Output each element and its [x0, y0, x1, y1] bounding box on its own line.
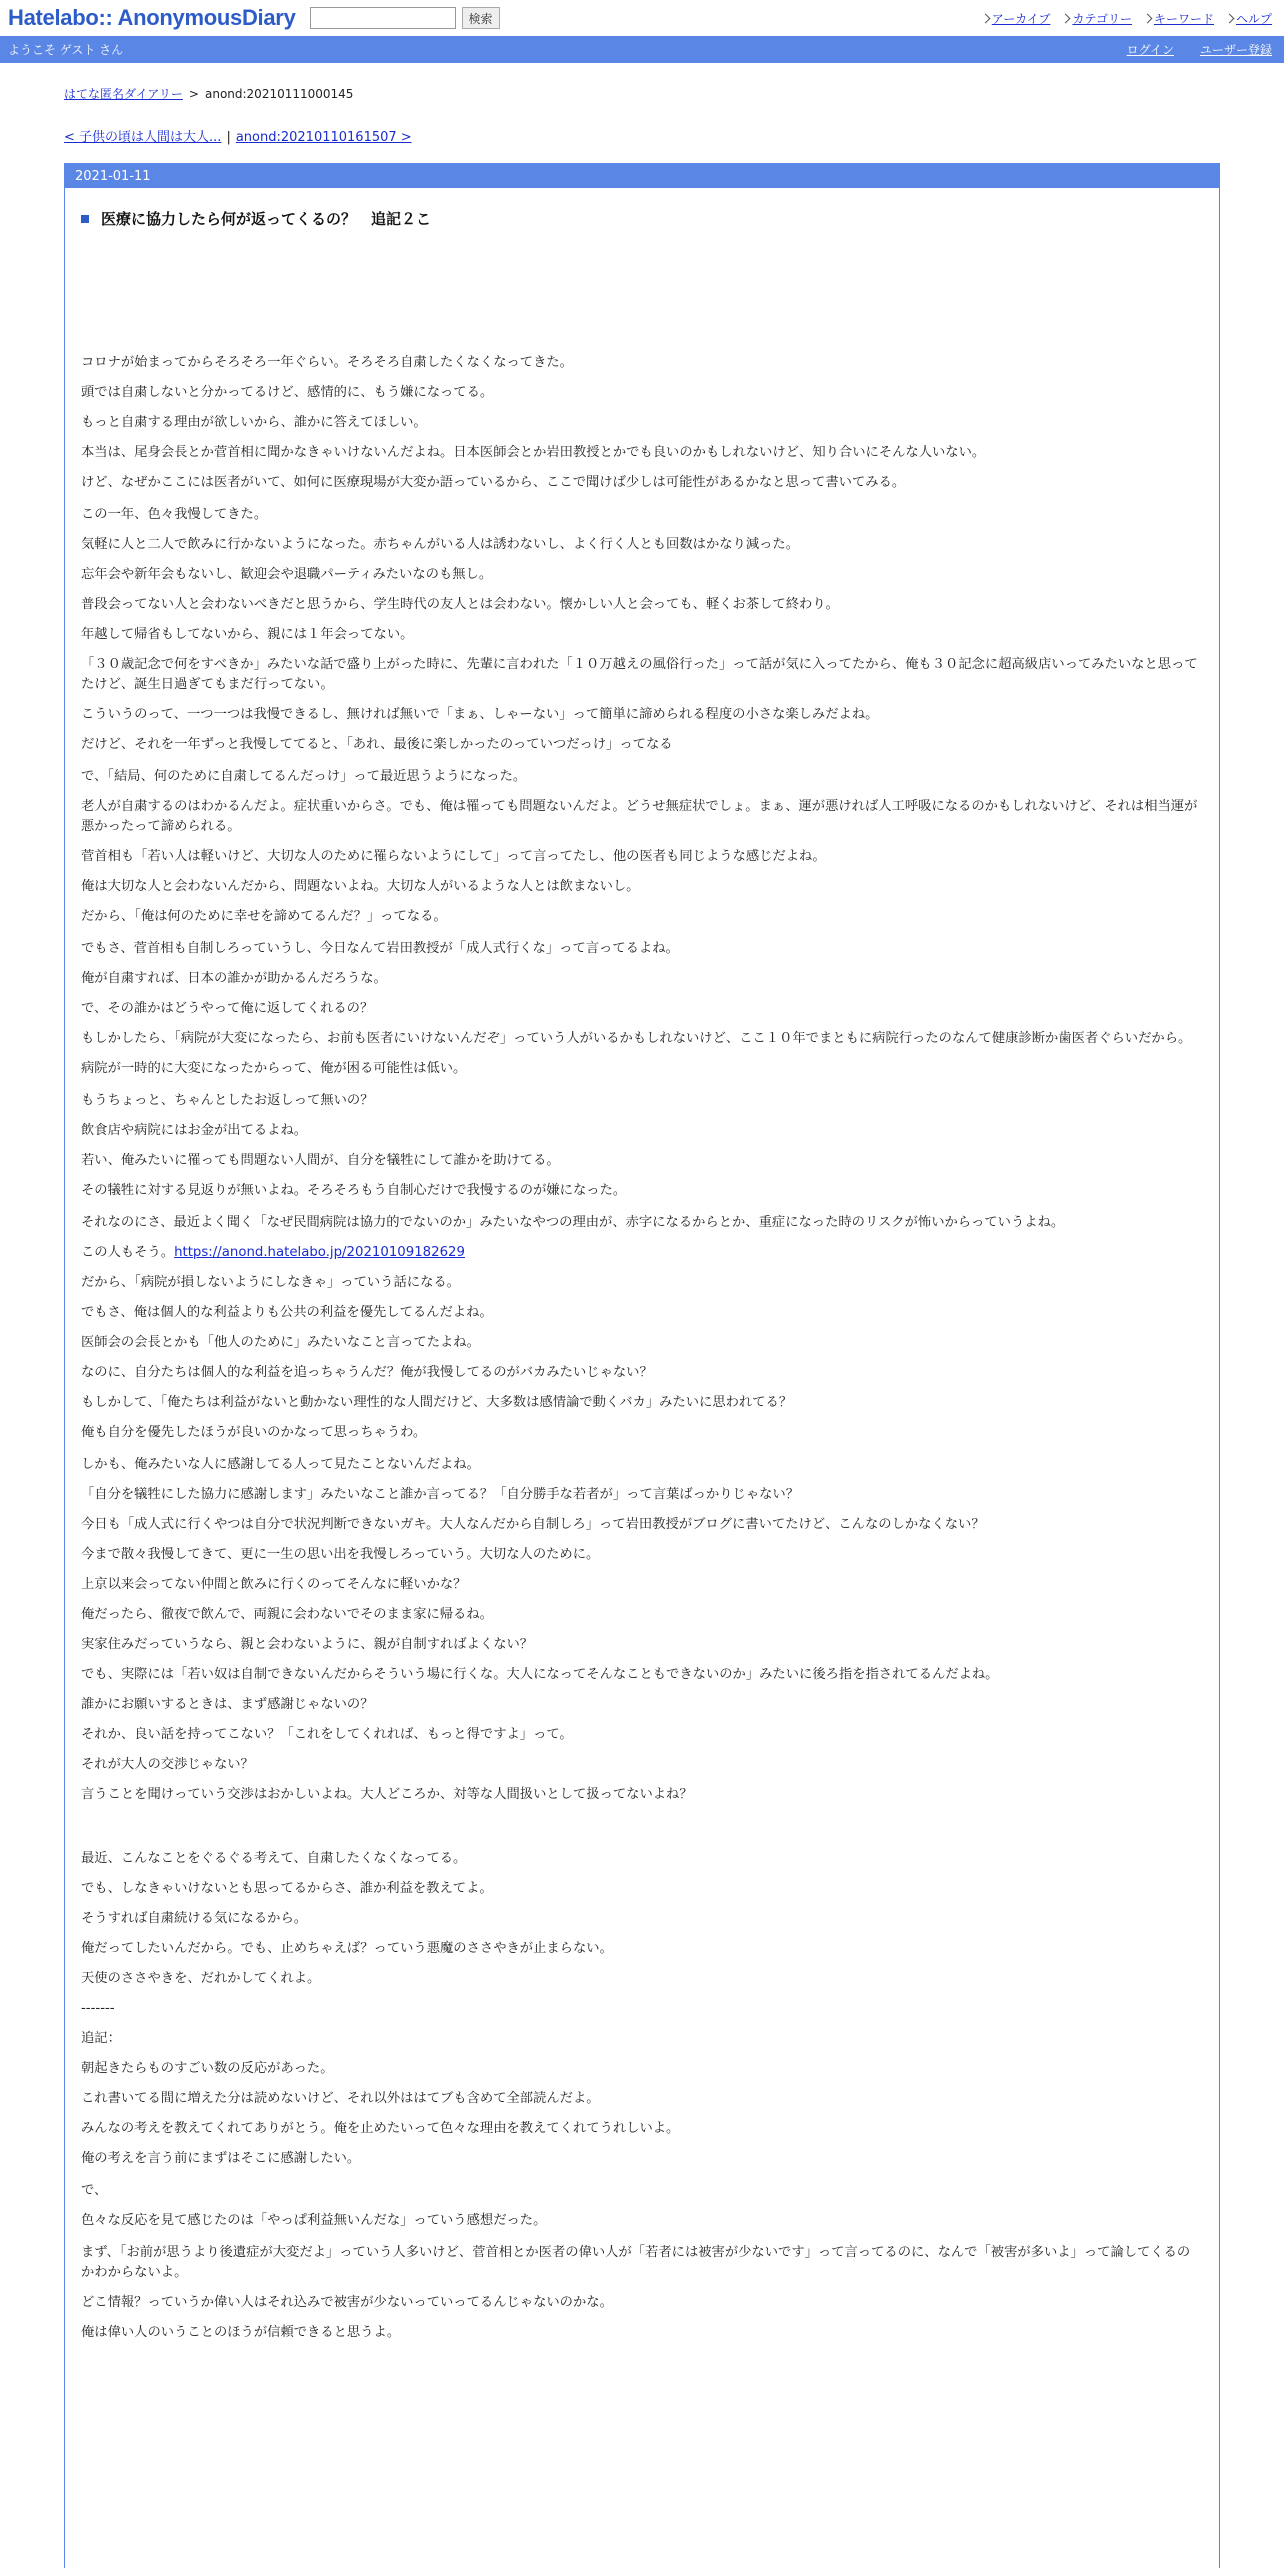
entry-paragraph: 俺が自粛すれば、日本の誰かが助かるんだろうな。	[81, 971, 387, 986]
referenced-entry-link[interactable]: https://anond.hatelabo.jp/20210109182629	[174, 1245, 465, 1260]
entry-paragraph: 頭では自粛しないと分かってるけど、感情的に、もう嫌になってる。	[81, 385, 494, 400]
nav-category[interactable]	[1062, 10, 1132, 27]
entry-paragraph: で、「結局、何のために自粛してるんだっけ」って最近思うようになった。	[81, 769, 527, 784]
account-links	[1127, 41, 1272, 58]
entry-paragraph: -------	[81, 2001, 115, 2016]
entry-paragraph: こういうのって、一つ一つは我慢できるし、無ければ無いで「まぁ、しゃーない」って簡単に諦められる程度の小さな楽しみだよね。	[81, 707, 879, 722]
link-prefix: この人もそう。	[81, 1245, 175, 1260]
entry-paragraph: 俺も自分を優先したほうが良いのかなって思っちゃうわ。	[81, 1425, 427, 1440]
entry-title-text: 医療に協力したら何が返ってくるの？ 追記２こ	[101, 210, 432, 228]
entry-paragraph: それか、良い話を持ってこない？「これをしてくれれば、もっと得ですよ」って。	[81, 1727, 573, 1742]
entry-paragraph: この一年、色々我慢してきた。	[81, 507, 268, 522]
entry-paragraph: 菅首相も「若い人は軽いけど、大切な人のために罹らないようにして」って言ってたし、他の医者も同じような感じだよね。	[81, 849, 826, 864]
next-entry-link[interactable]: anond:20210110161507 >	[235, 130, 412, 145]
entry-paragraph: 天使のささやきを、だれかしてくれよ。	[81, 1971, 321, 1986]
site-header	[0, 0, 1284, 36]
entry-paragraph: コロナが始まってからそろそろ一年ぐらい。そろそろ自粛したくなくなってきた。	[81, 355, 573, 370]
nav-keyword-link[interactable]: キーワード	[1153, 12, 1214, 26]
entry-paragraph: 色々な反応を見て感じたのは「やっぱ利益無いんだな」っていう感想だった。	[81, 2213, 547, 2228]
entry-paragraph: 俺の考えを言う前にまずはそこに感謝したい。	[81, 2151, 361, 2166]
site-logo[interactable]: Hatelabo:: AnonymousDiary	[8, 5, 296, 30]
entry-paragraph: で、その誰かはどうやって俺に返してくれるの？	[81, 1001, 374, 1016]
entry-paragraph: もっと自粛する理由が欲しいから、誰かに答えてほしい。	[81, 415, 427, 430]
pager-separator: |	[226, 130, 231, 145]
entry-paragraph: でも、実際には「若い奴は自制できないんだからそういう場に行くな。大人になってそんなこともできないのか」みたいに後ろ指を指されてるんだよね。	[81, 1667, 999, 1682]
main-content	[0, 85, 1284, 2568]
nav-help[interactable]	[1226, 10, 1272, 27]
breadcrumb-current: anond:20210111000145	[204, 87, 354, 101]
entry-paragraph: 俺だったら、徹夜で飲んで、両親に会わないでそのまま家に帰るね。	[81, 1607, 493, 1622]
entry-paragraph: だけど、それを一年ずっと我慢しててると、「あれ、最後に楽しかったのっていつだっけ」ってなる	[81, 737, 673, 752]
search-input[interactable]	[310, 7, 456, 29]
entry-paragraph: 最近、こんなことをぐるぐる考えて、自粛したくなくなってる。	[81, 1851, 467, 1866]
entry-paragraph: なのに、自分たちは個人的な利益を追っちゃうんだ？俺が我慢してるのがバカみたいじゃない？	[81, 1365, 653, 1380]
entry-paragraph: 気軽に人と二人で飲みに行かないようになった。赤ちゃんがいる人は誘わないし、よく行く人とも回数はかなり減った。	[81, 537, 800, 552]
user-bar	[0, 36, 1284, 63]
entry-paragraph: そうすれば自粛続ける気になるから。	[81, 1911, 308, 1926]
nav-keyword[interactable]	[1144, 10, 1214, 27]
arrow-icon	[1143, 14, 1153, 24]
search-button[interactable]: 検索	[462, 7, 500, 29]
entry-paragraph: でもさ、俺は個人的な利益よりも公共の利益を優先してるんだよね。	[81, 1305, 493, 1320]
entry-paragraph: もしかして、「俺たちは利益がないと動かない理性的な人間だけど、大多数は感情論で動くバカ」みたいに思われてる？	[81, 1395, 793, 1410]
nav-help-link[interactable]: ヘルプ	[1235, 12, 1272, 26]
entry-paragraph: 実家住みだっていうなら、親と会わないように、親が自制すればよくない？	[81, 1637, 534, 1652]
entry-paragraph: 病院が一時的に大変になったからって、俺が困る可能性は低い。	[81, 1061, 467, 1076]
login-link[interactable]: ログイン	[1126, 43, 1174, 57]
prev-entry-link[interactable]: < 子供の頃は人間は大人...	[64, 130, 222, 145]
entry-paragraph: 朝起きたらものすごい数の反応があった。	[81, 2061, 334, 2076]
entry-paragraph: 普段会ってない人と会わないべきだと思うから、学生時代の友人とは会わない。懐かしい人と会っても、軽くお茶して終わり。	[81, 597, 839, 612]
entry-paragraph: しかも、俺みたいな人に感謝してる人って見たことないんだよね。	[81, 1457, 480, 1472]
entry-paragraph: 本当は、尾身会長とか菅首相に聞かなきゃいけないんだよね。日本医師会とか岩田教授とかでも良いのかもしれないけど、知り合いにそんな人いない。	[81, 445, 986, 460]
entry-paragraph: 俺は偉い人のいうことのほうが信頼できると思うよ。	[81, 2325, 401, 2340]
arrow-icon	[1225, 14, 1235, 24]
entry-title	[81, 208, 1203, 229]
entry-paragraph: みんなの考えを教えてくれてありがとう。俺を止めたいって色々な理由を教えてくれてうれしいよ。	[81, 2121, 680, 2136]
entry-paragraph: 飲食店や病院にはお金が出てるよね。	[81, 1123, 308, 1138]
entry-paragraph: 医師会の会長とかも「他人のために」みたいなこと言ってたよね。	[81, 1335, 480, 1350]
entry-paragraph: 俺は大切な人と会わないんだから、問題ないよね。大切な人がいるような人とは飲まないし。	[81, 879, 640, 894]
entry-paragraph: でもさ、菅首相も自制しろっていうし、今日なんて岩田教授が「成人式行くな」って言ってるよね。	[81, 941, 679, 956]
day-date: 2021-01-11	[65, 164, 1219, 188]
signup-link[interactable]: ユーザー登録	[1199, 43, 1272, 57]
square-bullet-icon[interactable]	[81, 215, 89, 223]
entry-paragraph: 追記：	[81, 2031, 121, 2046]
nav-archive-link[interactable]: アーカイブ	[991, 12, 1051, 26]
entry-paragraph: 若い、俺みたいに罹っても問題ない人間が、自分を犠牲にして誰かを助けてる。	[81, 1153, 560, 1168]
entry-paragraph: 「３０歳記念で何をすべきか」みたいな話で盛り上がった時に、先輩に言われた「１０万越えの風俗行った」って話が気に入ってたから、俺も３０記念に超高級店いってみたいなと思ってたけど、誕生日過ぎてもまだ行ってない。	[81, 657, 1198, 692]
entry-paragraph: もうちょっと、ちゃんとしたお返しって無いの？	[81, 1093, 374, 1108]
entry-body	[65, 208, 1219, 2343]
entry-paragraph: 俺だってしたいんだから。でも、止めちゃえば？っていう悪魔のささやきが止まらない。	[81, 1941, 613, 1956]
entry-pager	[64, 126, 1220, 145]
nav-category-link[interactable]: カテゴリー	[1072, 12, 1132, 26]
entry-paragraph: 今まで散々我慢してきて、更に一生の思い出を我慢しろっていう。大切な人のために。	[81, 1547, 600, 1562]
entry-paragraph: 今日も「成人式に行くやつは自分で状況判断できないガキ。大人なんだから自制しろ」って岩田教授がブログに書いてたけど、こんなのしかなくない？	[81, 1517, 985, 1532]
entry-paragraph: どこ情報？っていうか偉い人はそれ込みで被害が少ないっていってるんじゃないのかな。	[81, 2295, 613, 2310]
breadcrumb-separator: >	[188, 87, 199, 101]
entry-paragraph: 上京以来会ってない仲間と飲みに行くのってそんなに軽いかな？	[81, 1577, 467, 1592]
entry-paragraph: 「自分を犠牲にした協力に感謝します」みたいなこと誰か言ってる？「自分勝手な若者が」って言葉ばっかりじゃない？	[81, 1487, 800, 1502]
entry-paragraph: それなのにさ、最近よく聞く「なぜ民間病院は協力的でないのか」みたいなやつの理由が、赤字になるからとか、重症になった時のリスクが怖いからっていうよね。	[81, 1215, 1065, 1230]
arrow-icon	[1061, 14, 1071, 24]
top-nav	[982, 10, 1272, 27]
entry-paragraph: 年越して帰省もしてないから、親には１年会ってない。	[81, 627, 414, 642]
entry-paragraph: これ書いてる間に増えた分は読めないけど、それ以外ははてブも含めて全部読んだよ。	[81, 2091, 600, 2106]
entry-paragraph: 老人が自粛するのはわかるんだよ。症状重いからさ。でも、俺は罹っても問題ないんだよ。どうせ無症状でしょ。まぁ、運が悪ければ人工呼吸になるのかもしれないけど、それは相当運が悪かったって諦められる。	[81, 799, 1198, 834]
nav-archive[interactable]	[982, 10, 1051, 27]
day-box	[64, 163, 1220, 2568]
entry-paragraph: その犠牲に対する見返りが無いよね。そろそろもう自制心だけで我慢するのが嫌になった。	[81, 1183, 627, 1198]
entry-paragraph: でも、しなきゃいけないとも思ってるからさ、誰か利益を教えてよ。	[81, 1881, 493, 1896]
entry-paragraph: けど、なぜかここには医者がいて、如何に医療現場が大変か語っているから、ここで聞けば少しは可能性があるかなと思って書いてみる。	[81, 475, 906, 490]
entry-paragraph: だから、「病院が損しないようにしなきゃ」っていう話になる。	[81, 1275, 460, 1290]
entry-paragraph: だから、「俺は何のために幸せを諦めてるんだ？」ってなる。	[81, 909, 447, 924]
breadcrumb	[64, 85, 1220, 102]
entry-paragraph: 誰かにお願いするときは、まず感謝じゃないの？	[81, 1697, 374, 1712]
arrow-icon	[980, 14, 990, 24]
entry-paragraph: まず、「お前が思うより後遺症が大変だよ」っていう人多いけど、菅首相とか医者の偉い人が「若者には被害が少ないです」って言ってるのに、なんで「被害が多いよ」って論してくるのかわからないよ。	[81, 2245, 1191, 2280]
breadcrumb-home[interactable]: はてな匿名ダイアリー	[64, 87, 183, 101]
entry-paragraph: 忘年会や新年会もないし、歓迎会や退職パーティみたいなのも無し。	[81, 567, 493, 582]
entry-paragraph: それが大人の交渉じゃない？	[81, 1757, 254, 1772]
entry-paragraph: で、	[81, 2183, 108, 2198]
entry-paragraph: 言うことを聞けっていう交渉はおかしいよね。大人どころか、対等な人間扱いとして扱ってないよね？	[81, 1787, 693, 1802]
welcome-text: ようこそ ゲスト さん	[8, 43, 124, 57]
entry-text	[81, 353, 1203, 2343]
entry-paragraph	[81, 1243, 1203, 1263]
entry-paragraph: もしかしたら、「病院が大変になったら、お前も医者にいけないんだぞ」っていう人がいるかもしれないけど、ここ１０年でまともに病院行ったのなんて健康診断か歯医者ぐらいだから。	[81, 1031, 1192, 1046]
